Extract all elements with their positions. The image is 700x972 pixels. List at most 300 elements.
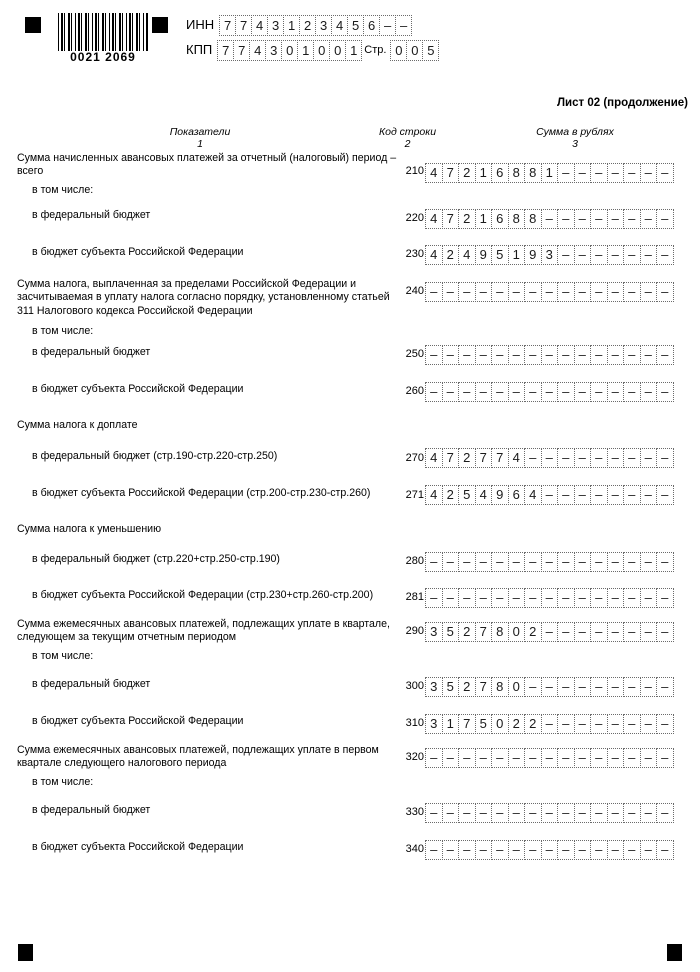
inn-cell[interactable]: 4: [331, 15, 348, 36]
amount-cell[interactable]: 2: [458, 677, 476, 697]
registration-mark-inn: [152, 17, 168, 33]
amount-cell[interactable]: 2: [442, 245, 460, 265]
amount-cell[interactable]: 7: [442, 163, 460, 183]
inn-cell[interactable]: –: [395, 15, 412, 36]
amount-cell[interactable]: –: [640, 245, 658, 265]
form-row-amount-field[interactable]: [425, 622, 673, 642]
amount-cell[interactable]: –: [541, 282, 559, 302]
form-row-label: в том числе:: [32, 776, 94, 788]
amount-cell[interactable]: –: [442, 748, 460, 768]
amount-cell[interactable]: –: [508, 803, 526, 823]
inn-cell[interactable]: 5: [347, 15, 364, 36]
kpp-cell[interactable]: 3: [265, 40, 282, 61]
kpp-cell[interactable]: 0: [329, 40, 346, 61]
amount-cell[interactable]: –: [607, 748, 625, 768]
amount-cell[interactable]: –: [508, 345, 526, 365]
amount-cell[interactable]: –: [590, 382, 608, 402]
amount-cell[interactable]: –: [541, 840, 559, 860]
amount-cell[interactable]: –: [541, 209, 559, 229]
amount-cell[interactable]: –: [656, 803, 674, 823]
amount-cell[interactable]: –: [656, 245, 674, 265]
amount-cell[interactable]: 2: [442, 485, 460, 505]
amount-cell[interactable]: –: [607, 382, 625, 402]
form-row-label: в федеральный бюджет: [32, 346, 151, 358]
amount-cell[interactable]: –: [623, 345, 641, 365]
form-row-amount-field[interactable]: [425, 485, 673, 505]
amount-cell[interactable]: –: [557, 209, 575, 229]
amount-cell[interactable]: –: [508, 382, 526, 402]
kpp-cell[interactable]: 1: [297, 40, 314, 61]
amount-cell[interactable]: –: [475, 345, 493, 365]
amount-cell[interactable]: –: [574, 552, 592, 572]
amount-cell[interactable]: –: [442, 345, 460, 365]
amount-cell[interactable]: –: [475, 588, 493, 608]
form-row-amount-field[interactable]: [425, 345, 673, 365]
amount-cell[interactable]: –: [656, 485, 674, 505]
amount-cell[interactable]: –: [623, 485, 641, 505]
amount-cell[interactable]: –: [557, 448, 575, 468]
amount-cell[interactable]: –: [458, 840, 476, 860]
amount-cell[interactable]: 0: [508, 622, 526, 642]
amount-cell[interactable]: –: [656, 448, 674, 468]
amount-cell[interactable]: –: [425, 282, 443, 302]
amount-cell[interactable]: –: [590, 485, 608, 505]
amount-cell[interactable]: 6: [491, 163, 509, 183]
amount-cell[interactable]: 0: [508, 677, 526, 697]
amount-cell[interactable]: 1: [475, 209, 493, 229]
amount-cell[interactable]: 4: [425, 163, 443, 183]
amount-cell[interactable]: 7: [458, 714, 476, 734]
form-row-label: в бюджет субъекта Российской Федерации (стр.230+стр.260-стр.200): [32, 589, 374, 601]
form-row-label: в том числе:: [32, 325, 94, 337]
amount-cell[interactable]: –: [491, 382, 509, 402]
amount-cell[interactable]: –: [458, 345, 476, 365]
amount-cell[interactable]: –: [640, 622, 658, 642]
form-row-label: в том числе:: [32, 184, 94, 196]
amount-cell[interactable]: –: [590, 552, 608, 572]
amount-cell[interactable]: 8: [524, 163, 542, 183]
amount-cell[interactable]: –: [508, 588, 526, 608]
amount-cell[interactable]: –: [574, 382, 592, 402]
amount-cell[interactable]: –: [656, 209, 674, 229]
amount-cell[interactable]: –: [541, 448, 559, 468]
amount-cell[interactable]: –: [425, 588, 443, 608]
amount-cell[interactable]: –: [524, 748, 542, 768]
amount-cell[interactable]: –: [425, 803, 443, 823]
amount-cell[interactable]: –: [590, 714, 608, 734]
amount-cell[interactable]: –: [442, 803, 460, 823]
amount-cell[interactable]: –: [607, 209, 625, 229]
amount-cell[interactable]: 4: [425, 448, 443, 468]
amount-cell[interactable]: –: [656, 677, 674, 697]
amount-cell[interactable]: –: [475, 748, 493, 768]
amount-cell[interactable]: –: [640, 840, 658, 860]
kpp-cell[interactable]: 7: [217, 40, 234, 61]
amount-cell[interactable]: –: [607, 803, 625, 823]
page-number-field[interactable]: [390, 40, 438, 61]
amount-cell[interactable]: –: [607, 163, 625, 183]
amount-cell[interactable]: 7: [442, 209, 460, 229]
amount-cell[interactable]: 2: [458, 163, 476, 183]
amount-cell[interactable]: –: [475, 840, 493, 860]
form-row-amount-field[interactable]: [425, 748, 673, 768]
amount-cell[interactable]: –: [557, 588, 575, 608]
amount-cell[interactable]: –: [425, 382, 443, 402]
amount-cell[interactable]: –: [442, 588, 460, 608]
amount-cell[interactable]: 4: [425, 209, 443, 229]
amount-cell[interactable]: –: [442, 382, 460, 402]
amount-cell[interactable]: –: [524, 840, 542, 860]
amount-cell[interactable]: 8: [524, 209, 542, 229]
page-cell[interactable]: 5: [422, 40, 439, 61]
amount-cell[interactable]: –: [623, 552, 641, 572]
amount-cell[interactable]: –: [590, 209, 608, 229]
amount-cell[interactable]: 7: [442, 448, 460, 468]
amount-cell[interactable]: –: [590, 448, 608, 468]
form-row-amount-field[interactable]: [425, 588, 673, 608]
amount-cell[interactable]: –: [557, 803, 575, 823]
amount-cell[interactable]: –: [491, 552, 509, 572]
form-row-amount-field[interactable]: [425, 209, 673, 229]
amount-cell[interactable]: –: [574, 588, 592, 608]
amount-cell[interactable]: –: [425, 345, 443, 365]
amount-cell[interactable]: 4: [425, 245, 443, 265]
amount-cell[interactable]: –: [656, 840, 674, 860]
amount-cell[interactable]: –: [640, 163, 658, 183]
amount-cell[interactable]: –: [557, 163, 575, 183]
form-row-amount-field[interactable]: [425, 552, 673, 572]
amount-cell[interactable]: –: [607, 714, 625, 734]
amount-cell[interactable]: –: [557, 677, 575, 697]
amount-cell[interactable]: –: [656, 622, 674, 642]
amount-cell[interactable]: 3: [425, 677, 443, 697]
amount-cell[interactable]: –: [623, 677, 641, 697]
form-row-amount-field[interactable]: [425, 840, 673, 860]
form-row-amount-field[interactable]: [425, 382, 673, 402]
form-row-amount-field[interactable]: [425, 803, 673, 823]
amount-cell[interactable]: 4: [524, 485, 542, 505]
amount-cell[interactable]: –: [475, 803, 493, 823]
amount-cell[interactable]: –: [557, 714, 575, 734]
amount-cell[interactable]: –: [623, 163, 641, 183]
amount-cell[interactable]: –: [590, 748, 608, 768]
amount-cell[interactable]: –: [442, 282, 460, 302]
amount-cell[interactable]: –: [541, 552, 559, 572]
amount-cell[interactable]: –: [574, 345, 592, 365]
amount-cell[interactable]: –: [623, 209, 641, 229]
amount-cell[interactable]: 8: [491, 677, 509, 697]
amount-cell[interactable]: 3: [425, 622, 443, 642]
amount-cell[interactable]: –: [541, 677, 559, 697]
amount-cell[interactable]: –: [607, 622, 625, 642]
amount-cell[interactable]: –: [491, 840, 509, 860]
amount-cell[interactable]: –: [491, 803, 509, 823]
amount-cell[interactable]: –: [541, 622, 559, 642]
inn-cell[interactable]: 1: [283, 15, 300, 36]
form-row-label: Сумма налога, выплаченная за пределами Российской Федерации и засчитываемая в уплату налога согласно порядку, установленному статьей 311 Налогового кодекса Российской Федерации: [17, 278, 390, 317]
amount-cell[interactable]: –: [541, 803, 559, 823]
amount-cell[interactable]: –: [557, 345, 575, 365]
amount-cell[interactable]: –: [656, 345, 674, 365]
amount-cell[interactable]: –: [607, 282, 625, 302]
amount-cell[interactable]: –: [458, 803, 476, 823]
amount-cell[interactable]: 6: [491, 209, 509, 229]
amount-cell[interactable]: 9: [475, 245, 493, 265]
amount-cell[interactable]: –: [623, 622, 641, 642]
amount-cell[interactable]: 4: [458, 245, 476, 265]
amount-cell[interactable]: –: [656, 748, 674, 768]
amount-cell[interactable]: –: [590, 282, 608, 302]
amount-cell[interactable]: –: [524, 282, 542, 302]
amount-cell[interactable]: –: [574, 282, 592, 302]
amount-cell[interactable]: –: [574, 622, 592, 642]
page-cell[interactable]: 0: [406, 40, 423, 61]
amount-cell[interactable]: –: [590, 588, 608, 608]
form-row-label: в федеральный бюджет: [32, 678, 151, 690]
column-header-indicators-number: 1: [197, 138, 203, 150]
amount-cell[interactable]: –: [640, 677, 658, 697]
amount-cell[interactable]: –: [574, 245, 592, 265]
amount-cell[interactable]: 3: [541, 245, 559, 265]
amount-cell[interactable]: –: [574, 163, 592, 183]
amount-cell[interactable]: –: [541, 748, 559, 768]
column-header-indicators: [130, 126, 270, 150]
amount-cell[interactable]: –: [442, 552, 460, 572]
amount-cell[interactable]: –: [590, 163, 608, 183]
amount-cell[interactable]: –: [557, 245, 575, 265]
amount-cell[interactable]: –: [425, 552, 443, 572]
amount-cell[interactable]: –: [508, 282, 526, 302]
amount-cell[interactable]: 8: [491, 622, 509, 642]
amount-cell[interactable]: –: [607, 245, 625, 265]
amount-cell[interactable]: 2: [524, 714, 542, 734]
amount-cell[interactable]: –: [640, 803, 658, 823]
amount-cell[interactable]: –: [607, 485, 625, 505]
amount-cell[interactable]: –: [541, 714, 559, 734]
amount-cell[interactable]: –: [656, 282, 674, 302]
amount-cell[interactable]: –: [640, 714, 658, 734]
amount-cell[interactable]: –: [557, 282, 575, 302]
form-row-amount-field[interactable]: [425, 245, 673, 265]
amount-cell[interactable]: –: [541, 485, 559, 505]
amount-cell[interactable]: –: [623, 245, 641, 265]
amount-cell[interactable]: 7: [475, 448, 493, 468]
kpp-cell[interactable]: 0: [281, 40, 298, 61]
amount-cell[interactable]: –: [491, 345, 509, 365]
amount-cell[interactable]: –: [557, 485, 575, 505]
form-row-line-code: 281: [405, 591, 424, 603]
amount-cell[interactable]: –: [574, 485, 592, 505]
amount-cell[interactable]: 4: [475, 485, 493, 505]
amount-cell[interactable]: –: [491, 588, 509, 608]
amount-cell[interactable]: –: [590, 622, 608, 642]
amount-cell[interactable]: –: [458, 748, 476, 768]
amount-cell[interactable]: –: [458, 588, 476, 608]
inn-cell[interactable]: 3: [315, 15, 332, 36]
amount-cell[interactable]: –: [557, 382, 575, 402]
amount-cell[interactable]: –: [640, 588, 658, 608]
amount-cell[interactable]: 1: [442, 714, 460, 734]
amount-cell[interactable]: 8: [508, 209, 526, 229]
amount-cell[interactable]: –: [640, 552, 658, 572]
amount-cell[interactable]: –: [607, 677, 625, 697]
amount-cell[interactable]: –: [607, 448, 625, 468]
page-label: Стр.: [364, 44, 387, 56]
amount-cell[interactable]: –: [475, 382, 493, 402]
kpp-field[interactable]: [217, 40, 361, 61]
amount-cell[interactable]: –: [656, 382, 674, 402]
amount-cell[interactable]: –: [607, 840, 625, 860]
amount-cell[interactable]: –: [491, 282, 509, 302]
amount-cell[interactable]: –: [425, 748, 443, 768]
amount-cell[interactable]: 1: [508, 245, 526, 265]
amount-cell[interactable]: –: [640, 485, 658, 505]
form-row-amount-field[interactable]: [425, 714, 673, 734]
form-row-amount-field[interactable]: [425, 448, 673, 468]
form-row-amount-field[interactable]: [425, 677, 673, 697]
amount-cell[interactable]: –: [524, 345, 542, 365]
amount-cell[interactable]: –: [524, 677, 542, 697]
inn-field[interactable]: [219, 15, 411, 36]
amount-cell[interactable]: –: [574, 677, 592, 697]
amount-cell[interactable]: 7: [475, 677, 493, 697]
amount-cell[interactable]: –: [623, 588, 641, 608]
amount-cell[interactable]: 6: [508, 485, 526, 505]
amount-cell[interactable]: 9: [491, 485, 509, 505]
amount-cell[interactable]: –: [491, 748, 509, 768]
amount-cell[interactable]: –: [557, 840, 575, 860]
amount-cell[interactable]: 2: [524, 622, 542, 642]
amount-cell[interactable]: –: [640, 209, 658, 229]
amount-cell[interactable]: –: [574, 803, 592, 823]
amount-cell[interactable]: –: [656, 588, 674, 608]
amount-cell[interactable]: –: [475, 552, 493, 572]
inn-cell[interactable]: 7: [219, 15, 236, 36]
amount-cell[interactable]: 5: [442, 622, 460, 642]
amount-cell[interactable]: 7: [491, 448, 509, 468]
amount-cell[interactable]: –: [607, 588, 625, 608]
amount-cell[interactable]: –: [541, 345, 559, 365]
form-row-amount-field[interactable]: [425, 163, 673, 183]
page-cell[interactable]: 0: [390, 40, 407, 61]
amount-cell[interactable]: 1: [475, 163, 493, 183]
amount-cell[interactable]: –: [590, 677, 608, 697]
amount-cell[interactable]: 5: [458, 485, 476, 505]
amount-cell[interactable]: 4: [425, 485, 443, 505]
amount-cell[interactable]: –: [524, 448, 542, 468]
amount-cell[interactable]: 0: [491, 714, 509, 734]
amount-cell[interactable]: –: [623, 840, 641, 860]
amount-cell[interactable]: –: [590, 245, 608, 265]
amount-cell[interactable]: –: [623, 803, 641, 823]
amount-cell[interactable]: –: [557, 552, 575, 572]
amount-cell[interactable]: –: [508, 840, 526, 860]
amount-cell[interactable]: –: [590, 840, 608, 860]
amount-cell[interactable]: –: [623, 382, 641, 402]
amount-cell[interactable]: –: [557, 622, 575, 642]
amount-cell[interactable]: –: [640, 382, 658, 402]
amount-cell[interactable]: –: [623, 448, 641, 468]
amount-cell[interactable]: –: [590, 345, 608, 365]
amount-cell[interactable]: –: [508, 552, 526, 572]
amount-cell[interactable]: –: [524, 382, 542, 402]
amount-cell[interactable]: –: [656, 714, 674, 734]
inn-cell[interactable]: 4: [251, 15, 268, 36]
amount-cell[interactable]: –: [656, 552, 674, 572]
amount-cell[interactable]: –: [574, 748, 592, 768]
form-row-line-code: 300: [405, 680, 424, 692]
amount-cell[interactable]: –: [640, 282, 658, 302]
amount-cell[interactable]: –: [656, 163, 674, 183]
amount-cell[interactable]: –: [607, 345, 625, 365]
amount-cell[interactable]: –: [623, 748, 641, 768]
amount-cell[interactable]: –: [475, 282, 493, 302]
amount-cell[interactable]: 5: [442, 677, 460, 697]
column-header-indicators-title: Показатели: [169, 126, 231, 138]
amount-cell[interactable]: –: [623, 282, 641, 302]
amount-cell[interactable]: –: [590, 803, 608, 823]
amount-cell[interactable]: –: [574, 448, 592, 468]
kpp-cell[interactable]: 4: [249, 40, 266, 61]
amount-cell[interactable]: 4: [508, 448, 526, 468]
form-row-amount-field[interactable]: [425, 282, 673, 302]
amount-cell[interactable]: –: [607, 552, 625, 572]
amount-cell[interactable]: –: [541, 382, 559, 402]
amount-cell[interactable]: –: [557, 748, 575, 768]
amount-cell[interactable]: 7: [475, 622, 493, 642]
amount-cell[interactable]: –: [574, 714, 592, 734]
amount-cell[interactable]: –: [640, 345, 658, 365]
kpp-cell[interactable]: 0: [313, 40, 330, 61]
kpp-cell[interactable]: 1: [345, 40, 362, 61]
amount-cell[interactable]: 2: [458, 209, 476, 229]
amount-cell[interactable]: 2: [458, 622, 476, 642]
amount-cell[interactable]: –: [458, 382, 476, 402]
inn-cell[interactable]: 3: [267, 15, 284, 36]
form-row-label: в федеральный бюджет (стр.220+стр.250-стр.190): [32, 553, 280, 565]
amount-cell[interactable]: 5: [491, 245, 509, 265]
amount-cell[interactable]: –: [425, 840, 443, 860]
amount-cell[interactable]: –: [623, 714, 641, 734]
amount-cell[interactable]: 8: [508, 163, 526, 183]
kpp-label: КПП: [186, 42, 213, 57]
amount-cell[interactable]: –: [458, 282, 476, 302]
amount-cell[interactable]: –: [524, 552, 542, 572]
inn-cell[interactable]: –: [379, 15, 396, 36]
amount-cell[interactable]: –: [574, 840, 592, 860]
amount-cell[interactable]: 2: [458, 448, 476, 468]
amount-cell[interactable]: 3: [425, 714, 443, 734]
inn-cell[interactable]: 6: [363, 15, 380, 36]
amount-cell[interactable]: –: [541, 588, 559, 608]
amount-cell[interactable]: 9: [524, 245, 542, 265]
amount-cell[interactable]: –: [640, 748, 658, 768]
amount-cell[interactable]: –: [458, 552, 476, 572]
inn-cell[interactable]: 7: [235, 15, 252, 36]
amount-cell[interactable]: –: [508, 748, 526, 768]
form-row-label: Сумма начисленных авансовых платежей за отчетный (налоговый) период – всего: [17, 152, 397, 178]
inn-cell[interactable]: 2: [299, 15, 316, 36]
amount-cell[interactable]: –: [442, 840, 460, 860]
kpp-cell[interactable]: 7: [233, 40, 250, 61]
amount-cell[interactable]: –: [524, 803, 542, 823]
amount-cell[interactable]: 5: [475, 714, 493, 734]
amount-cell[interactable]: 1: [541, 163, 559, 183]
amount-cell[interactable]: –: [640, 448, 658, 468]
amount-cell[interactable]: –: [524, 588, 542, 608]
amount-cell[interactable]: –: [574, 209, 592, 229]
amount-cell[interactable]: 2: [508, 714, 526, 734]
